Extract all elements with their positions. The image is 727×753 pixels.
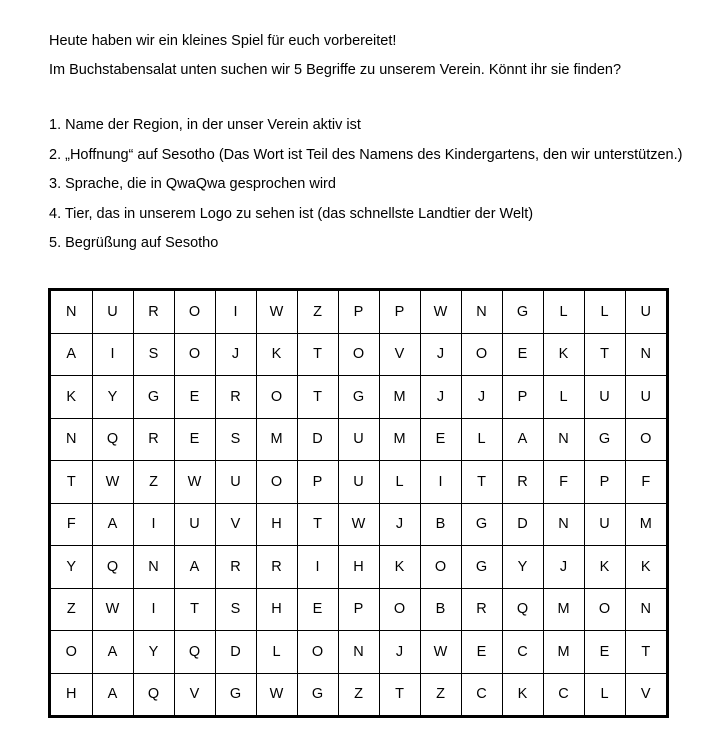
grid-cell: M (543, 631, 584, 674)
grid-cell: T (379, 673, 420, 715)
grid-row (51, 461, 666, 504)
grid-cell: L (584, 673, 625, 715)
grid-cell: U (625, 291, 666, 333)
grid-cell: I (133, 588, 174, 631)
grid-cell: L (543, 291, 584, 333)
grid-cell: J (215, 333, 256, 376)
grid-cell: M (379, 418, 420, 461)
grid-cell: P (338, 291, 379, 333)
grid-cell: J (420, 333, 461, 376)
grid-cell: Q (133, 673, 174, 715)
grid-cell: N (461, 291, 502, 333)
grid-cell: O (256, 461, 297, 504)
grid-cell: O (51, 631, 92, 674)
grid-cell: N (543, 418, 584, 461)
grid-cell: E (174, 376, 215, 419)
grid-cell: F (625, 461, 666, 504)
grid-cell: O (420, 546, 461, 589)
grid-cell: E (502, 333, 543, 376)
grid-cell: L (379, 461, 420, 504)
grid-cell: J (461, 376, 502, 419)
grid-cell: N (338, 631, 379, 674)
grid-cell: M (543, 588, 584, 631)
grid-cell: V (215, 503, 256, 546)
grid-cell: Y (133, 631, 174, 674)
grid-cell: E (297, 588, 338, 631)
grid-cell: W (338, 503, 379, 546)
grid-cell: G (215, 673, 256, 715)
grid-cell: W (420, 631, 461, 674)
grid-cell: I (215, 291, 256, 333)
grid-cell: Y (51, 546, 92, 589)
grid-cell: C (502, 631, 543, 674)
grid-cell: L (461, 418, 502, 461)
grid-cell: G (584, 418, 625, 461)
grid-cell: E (174, 418, 215, 461)
grid-cell: W (420, 291, 461, 333)
grid-cell: C (543, 673, 584, 715)
grid-cell: G (502, 291, 543, 333)
grid-cell: Q (92, 418, 133, 461)
grid-cell: S (215, 418, 256, 461)
grid-cell: E (461, 631, 502, 674)
grid-cell: Y (502, 546, 543, 589)
grid-cell: P (502, 376, 543, 419)
grid-cell: N (133, 546, 174, 589)
grid-cell: G (297, 673, 338, 715)
grid-cell: A (502, 418, 543, 461)
grid-cell: J (379, 503, 420, 546)
grid-cell: K (256, 333, 297, 376)
grid-cell: Z (420, 673, 461, 715)
grid-cell: G (133, 376, 174, 419)
grid-cell: E (420, 418, 461, 461)
grid-cell: J (543, 546, 584, 589)
grid-cell: W (92, 588, 133, 631)
grid-cell: K (584, 546, 625, 589)
grid-cell: Y (92, 376, 133, 419)
grid-cell: K (625, 546, 666, 589)
grid-cell: D (502, 503, 543, 546)
grid-cell: K (379, 546, 420, 589)
grid-cell: R (215, 376, 256, 419)
grid-cell: V (379, 333, 420, 376)
grid-cell: O (625, 418, 666, 461)
grid-row (51, 291, 666, 333)
grid-cell: S (133, 333, 174, 376)
grid-cell: H (51, 673, 92, 715)
grid-cell: A (92, 503, 133, 546)
grid-cell: U (584, 503, 625, 546)
grid-cell: T (174, 588, 215, 631)
grid-cell: G (338, 376, 379, 419)
intro-line-1: Heute haben wir ein kleines Spiel für euch vorbereitet! (49, 33, 397, 49)
grid-cell: R (502, 461, 543, 504)
grid-cell: A (92, 673, 133, 715)
grid-cell: B (420, 503, 461, 546)
question-item: 1. Name der Region, in der unser Verein aktiv ist (49, 117, 361, 133)
grid-cell: F (51, 503, 92, 546)
grid-cell: I (92, 333, 133, 376)
grid-cell: N (625, 333, 666, 376)
grid-cell: R (215, 546, 256, 589)
grid-cell: C (461, 673, 502, 715)
grid-cell: T (51, 461, 92, 504)
grid-cell: R (461, 588, 502, 631)
grid-cell: S (215, 588, 256, 631)
grid-cell: W (256, 291, 297, 333)
word-search-grid (48, 288, 669, 718)
grid-cell: Q (174, 631, 215, 674)
grid-cell: A (174, 546, 215, 589)
question-item: 5. Begrüßung auf Sesotho (49, 235, 219, 251)
grid-row (51, 631, 666, 674)
grid-cell: N (625, 588, 666, 631)
grid-cell: L (584, 291, 625, 333)
grid-cell: Z (338, 673, 379, 715)
intro-line-2: Im Buchstabensalat unten suchen wir 5 Begriffe zu unserem Verein. Könnt ihr sie finden? (49, 62, 622, 78)
grid-cell: U (338, 418, 379, 461)
grid-row (51, 673, 666, 715)
grid-cell: W (92, 461, 133, 504)
grid-cell: U (584, 376, 625, 419)
grid-cell: N (51, 418, 92, 461)
grid-cell: K (51, 376, 92, 419)
grid-cell: R (133, 418, 174, 461)
grid-cell: H (338, 546, 379, 589)
grid-cell: O (297, 631, 338, 674)
grid-cell: V (174, 673, 215, 715)
grid-cell: O (174, 333, 215, 376)
question-list (49, 115, 719, 263)
grid-cell: P (297, 461, 338, 504)
grid-cell: O (174, 291, 215, 333)
grid-cell: K (502, 673, 543, 715)
grid-cell: Z (133, 461, 174, 504)
grid-cell: T (461, 461, 502, 504)
grid-cell: R (256, 546, 297, 589)
grid-cell: V (625, 673, 666, 715)
grid-cell: I (133, 503, 174, 546)
grid-cell: T (297, 333, 338, 376)
grid-cell: G (461, 503, 502, 546)
grid-cell: I (420, 461, 461, 504)
grid-cell: U (625, 376, 666, 419)
grid-cell: H (256, 588, 297, 631)
grid-row (51, 588, 666, 631)
grid-row (51, 376, 666, 419)
grid-cell: Q (92, 546, 133, 589)
grid-cell: K (543, 333, 584, 376)
grid-cell: L (256, 631, 297, 674)
grid-cell: A (92, 631, 133, 674)
grid-cell: T (625, 631, 666, 674)
grid-cell: H (256, 503, 297, 546)
question-item: 3. Sprache, die in QwaQwa gesprochen wird (49, 176, 336, 192)
grid-cell: D (297, 418, 338, 461)
grid-cell: P (338, 588, 379, 631)
grid-cell: E (584, 631, 625, 674)
grid-cell: O (379, 588, 420, 631)
grid-cell: W (256, 673, 297, 715)
grid-cell: J (379, 631, 420, 674)
grid-cell: P (584, 461, 625, 504)
grid-cell: M (625, 503, 666, 546)
grid-cell: R (133, 291, 174, 333)
grid-cell: Z (297, 291, 338, 333)
grid-row (51, 546, 666, 589)
grid-row (51, 418, 666, 461)
grid-cell: G (461, 546, 502, 589)
grid-cell: F (543, 461, 584, 504)
intro-text (49, 31, 719, 80)
grid-cell: P (379, 291, 420, 333)
grid-cell: D (215, 631, 256, 674)
grid-row (51, 503, 666, 546)
grid-cell: Z (51, 588, 92, 631)
grid-cell: N (543, 503, 584, 546)
grid-cell: A (51, 333, 92, 376)
grid-cell: O (461, 333, 502, 376)
question-item: 4. Tier, das in unserem Logo zu sehen ist (das schnellste Landtier der Welt) (49, 205, 534, 222)
grid-cell: U (174, 503, 215, 546)
grid-cell: N (51, 291, 92, 333)
letter-table (51, 291, 666, 715)
grid-cell: W (174, 461, 215, 504)
grid-cell: M (256, 418, 297, 461)
grid-cell: O (338, 333, 379, 376)
grid-cell: U (338, 461, 379, 504)
grid-cell: T (297, 503, 338, 546)
grid-cell: L (543, 376, 584, 419)
grid-cell: U (92, 291, 133, 333)
question-item: 2. „Hoffnung“ auf Sesotho (Das Wort ist Teil des Namens des Kindergartens, den wir unterstützen.) (49, 146, 683, 163)
grid-cell: Q (502, 588, 543, 631)
grid-cell: O (584, 588, 625, 631)
grid-cell: M (379, 376, 420, 419)
grid-cell: T (584, 333, 625, 376)
grid-cell: U (215, 461, 256, 504)
grid-cell: I (297, 546, 338, 589)
grid-cell: B (420, 588, 461, 631)
grid-cell: O (256, 376, 297, 419)
grid-row (51, 333, 666, 376)
grid-cell: J (420, 376, 461, 419)
grid-cell: T (297, 376, 338, 419)
